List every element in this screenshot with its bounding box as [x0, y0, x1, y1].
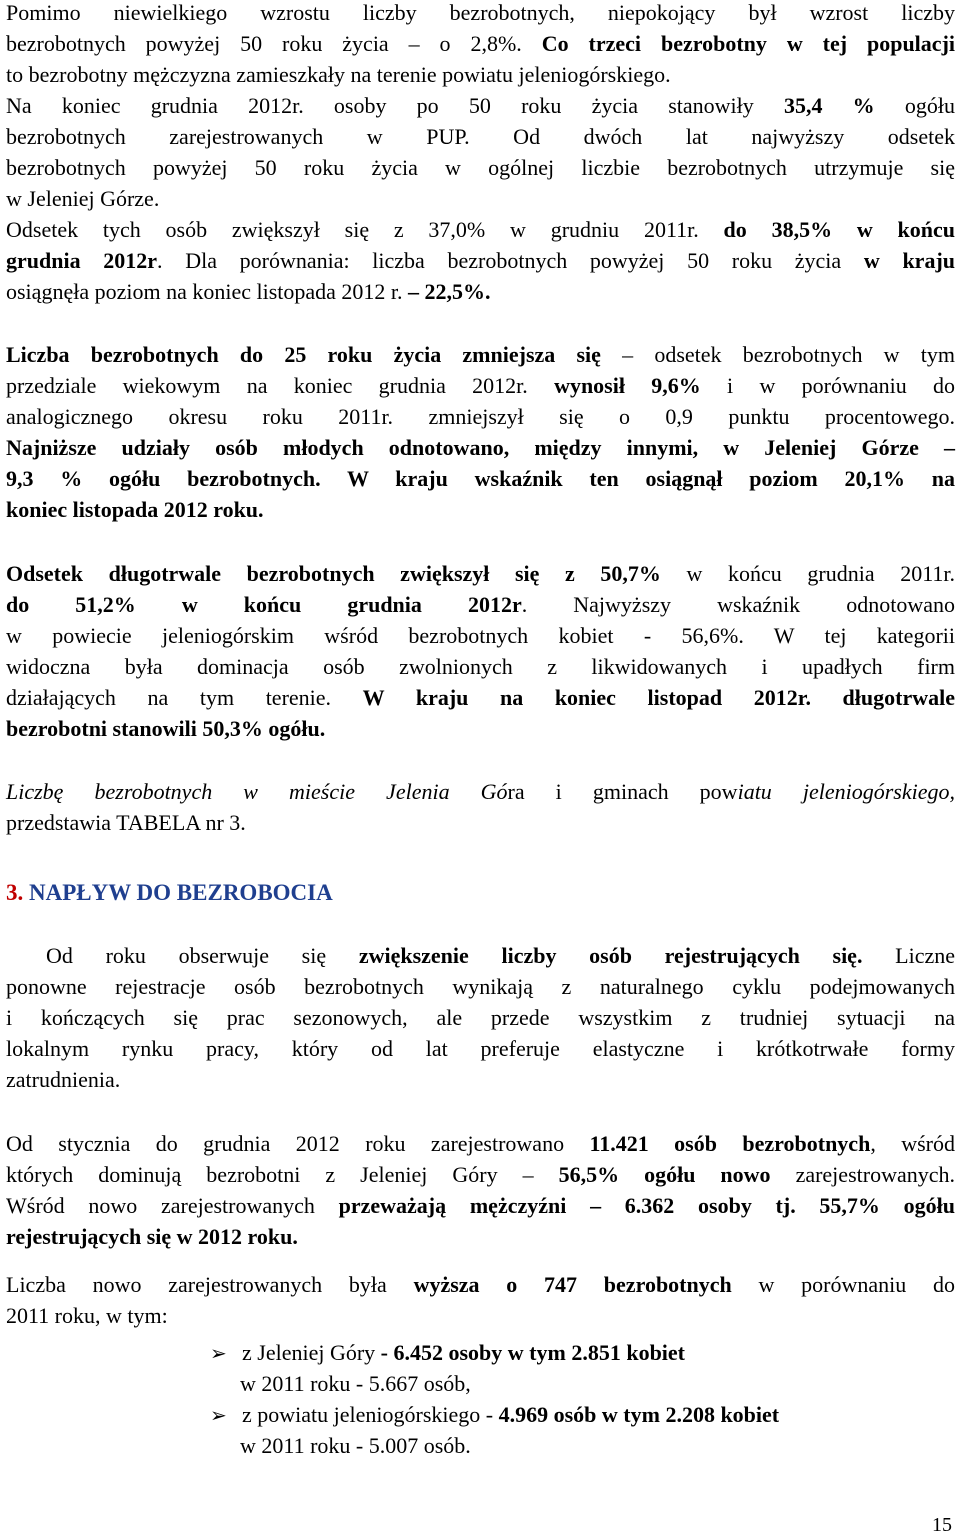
- para3-line6: [6, 716, 955, 742]
- para7-line2: [6, 1303, 955, 1329]
- bold-text: W kraju wskaźnik ten osiągnął poziom 20,1% na: [320, 466, 956, 491]
- text: widoczna była dominacja osób zwolnionych z likwidowanych i upadłych firm: [6, 654, 955, 679]
- text: przedziale wiekowym na koniec grudnia 2012r.: [6, 373, 555, 398]
- bold-text: wynosił 9,6%: [554, 373, 701, 398]
- text: lokalnym rynku pracy, który od lat preferuje elastyczne i krótkotrwałe formy: [6, 1036, 955, 1061]
- arrow-bullet-icon: ➢: [210, 1341, 227, 1365]
- para1-line1: [6, 0, 955, 26]
- bold-text: przeważają mężczyźni – 6.362 osoby tj. 55,7% ogółu: [338, 1193, 955, 1218]
- bold-text: koniec listopada 2012 roku.: [6, 497, 264, 522]
- bold-text: Co trzeci bezrobotny w tej populacji: [541, 31, 956, 56]
- bold-text: do 51,2% w końcu grudnia 2012r: [6, 592, 522, 617]
- para5-line5: [6, 1067, 955, 1093]
- para1-line7: [6, 186, 955, 212]
- bold-text: Liczba bezrobotnych do 25 roku życia zmniejsza się: [6, 342, 601, 367]
- para1-line4: [6, 93, 955, 119]
- bold-text: wyższa o 747 bezrobotnych: [413, 1272, 732, 1297]
- text: bezrobotnych powyżej 50 roku życia w ogólnej liczbie bezrobotnych utrzymuje się: [6, 155, 955, 180]
- text: zatrudnienia.: [6, 1067, 121, 1092]
- bold-text: – 22,5%.: [408, 279, 491, 304]
- bullet-item-jelenia-gora: [210, 1340, 685, 1366]
- bold-text: W kraju na koniec listopad 2012r. długotrwale: [362, 685, 955, 710]
- bold-text: 9,3 % ogółu bezrobotnych.: [6, 466, 321, 491]
- text: zarejestrowanych.: [770, 1162, 955, 1187]
- text: w 2011 roku - 5.667 osób,: [240, 1371, 471, 1396]
- bold-text: 4.969 osób w tym 2.208 kobiet: [498, 1402, 780, 1427]
- text: Odsetek tych osób zwiększył się z 37,0% w grudniu 2011r.: [6, 217, 724, 242]
- para1-line5: [6, 124, 955, 150]
- para3-line1: [6, 561, 955, 587]
- text: , wśród: [870, 1131, 955, 1156]
- text: ra i gminach pow: [507, 779, 738, 804]
- text: analogicznego okresu roku 2011r. zmniejszył się o 0,9 punktu procentowego.: [6, 404, 955, 429]
- text: Od roku obserwuje się: [46, 943, 359, 968]
- para3-line2: [6, 592, 955, 618]
- text: . Dla porównania: liczba bezrobotnych powyżej 50 roku życia: [157, 248, 864, 273]
- text: osiągnęła poziom na koniec listopada 2012 r.: [6, 279, 409, 304]
- text: Liczba nowo zarejestrowanych była: [6, 1272, 414, 1297]
- para5-line2: [6, 974, 955, 1000]
- para3-line5: [6, 685, 955, 711]
- para5-line1: [46, 943, 955, 969]
- para2-line6: [6, 497, 955, 523]
- bold-text: w kraju: [863, 248, 956, 273]
- para1-line8: [6, 217, 955, 243]
- section-heading: [6, 880, 955, 906]
- text: działających na tym terenie.: [6, 685, 363, 710]
- text: Pomimo niewielkiego wzrostu liczby bezrobotnych, niepokojący był wzrost liczby: [6, 0, 955, 25]
- bold-text: Najniższe udziały osób młodych odnotowano, między innymi, w Jeleniej Górze –: [6, 435, 955, 460]
- bold-text: do 38,5% w końcu: [723, 217, 956, 242]
- text: Liczne: [862, 943, 955, 968]
- para6-line2: [6, 1162, 955, 1188]
- section-title: NAPŁYW DO BEZROBOCIA: [29, 880, 333, 905]
- para5-line4: [6, 1036, 955, 1062]
- italic-text: Liczbę bezrobotnych w mieście Jelenia Gó: [6, 779, 508, 804]
- para3-line3: [6, 623, 955, 649]
- text: . Najwyższy wskaźnik odnotowano: [521, 592, 955, 617]
- bold-text: rejestrujących się w 2012 roku.: [6, 1224, 298, 1249]
- para1-line2: [6, 31, 955, 57]
- text: w 2011 roku - 5.007 osób.: [240, 1433, 471, 1458]
- para6-line4: [6, 1224, 955, 1250]
- text: w powiecie jeleniogórskim wśród bezrobotnych kobiet - 56,6%. W tej kategorii: [6, 623, 955, 648]
- page-number: 15: [932, 1514, 952, 1536]
- text: 2011 roku, w tym:: [6, 1303, 168, 1328]
- bullet-item-powiat: [210, 1402, 779, 1428]
- bold-text: 35,4 %: [783, 93, 875, 118]
- bold-text: 56,5% ogółu nowo: [558, 1162, 771, 1187]
- text: w porównaniu do: [731, 1272, 955, 1297]
- text: to bezrobotny mężczyzna zamieszkały na terenie powiatu jeleniogórskiego.: [6, 62, 671, 87]
- para2-line5: [6, 466, 955, 492]
- section-number: 3.: [6, 880, 24, 905]
- para6-line1: [6, 1131, 955, 1157]
- bold-text: - 6.452 osoby w tym 2.851 kobiet: [380, 1340, 686, 1365]
- para2-line4: [6, 435, 955, 461]
- para1-line3: [6, 62, 955, 88]
- text: z Jeleniej Góry: [242, 1340, 381, 1365]
- text: bezrobotnych zarejestrowanych w PUP. Od dwóch lat najwyższy odsetek: [6, 124, 955, 149]
- bold-text: Odsetek długotrwale bezrobotnych zwiększył się z 50,7%: [6, 561, 661, 586]
- text: Na koniec grudnia 2012r. osoby po 50 roku życia stanowiły: [6, 93, 784, 118]
- bold-text: zwiększenie liczby osób rejestrujących się.: [358, 943, 863, 968]
- text: z powiatu jeleniogórskiego -: [242, 1402, 499, 1427]
- para1-line9: [6, 248, 955, 274]
- text: i kończących się prac sezonowych, ale przede wszystkim z trudniej sytuacji na: [6, 1005, 955, 1030]
- text: ogółu: [874, 93, 955, 118]
- para2-line1: [6, 342, 955, 368]
- para5-line3: [6, 1005, 955, 1031]
- arrow-bullet-icon: ➢: [210, 1403, 227, 1427]
- text: których dominują bezrobotni z Jeleniej Góry –: [6, 1162, 559, 1187]
- text: przedstawia TABELA nr 3.: [6, 810, 246, 835]
- bold-text: bezrobotni stanowili 50,3% ogółu.: [6, 716, 326, 741]
- text: i w porównaniu do: [700, 373, 955, 398]
- para1-line6: [6, 155, 955, 181]
- bullet-sub-powiat: [240, 1433, 471, 1459]
- para7-line1: [6, 1272, 955, 1298]
- text: bezrobotnych powyżej 50 roku życia – o 2,8%.: [6, 31, 542, 56]
- para3-line4: [6, 654, 955, 680]
- bullet-sub-jelenia-gora: [240, 1371, 471, 1397]
- text: – odsetek bezrobotnych w tym: [600, 342, 955, 367]
- text: ponowne rejestracje osób bezrobotnych wynikają z naturalnego cyklu podejmowanych: [6, 974, 955, 999]
- text: Wśród nowo zarejestrowanych: [6, 1193, 339, 1218]
- para2-line3: [6, 404, 955, 430]
- bold-text: 11.421 osób bezrobotnych: [589, 1131, 871, 1156]
- text: w końcu grudnia 2011r.: [660, 561, 955, 586]
- italic-text: iatu jeleniogórskiego,: [737, 779, 955, 804]
- para4-line2: [6, 810, 955, 836]
- text: w Jeleniej Górze.: [6, 186, 160, 211]
- para6-line3: [6, 1193, 955, 1219]
- para1-line10: [6, 279, 955, 305]
- para2-line2: [6, 373, 955, 399]
- para4-line1: [6, 779, 955, 805]
- text: Od stycznia do grudnia 2012 roku zarejestrowano: [6, 1131, 590, 1156]
- bold-text: grudnia 2012r: [6, 248, 158, 273]
